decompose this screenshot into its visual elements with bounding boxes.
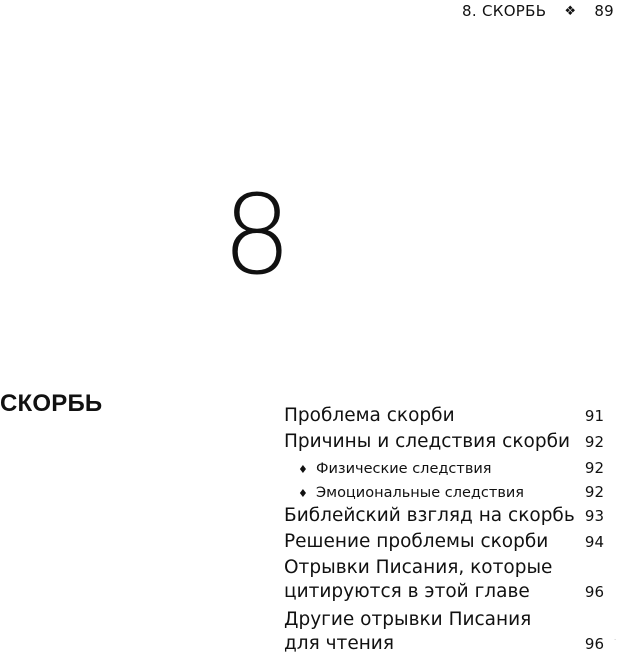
- toc-entry-title: Другие отрывки Писания для чтения: [284, 609, 532, 654]
- diamond-bullet-icon: ♦: [298, 487, 308, 500]
- toc-entry[interactable]: [284, 556, 604, 604]
- running-header-page-number: 89: [594, 2, 614, 20]
- toc-subentry-page: 92: [584, 483, 604, 501]
- toc-subentry-title: Эмоциональные следствия: [316, 485, 525, 501]
- toc-entry-page: 92: [584, 433, 604, 451]
- toc-entry-title: Библейский взгляд на скорбь: [284, 505, 575, 526]
- table-of-contents: [284, 404, 604, 660]
- running-header: [462, 2, 614, 20]
- corner-mark: .: [614, 635, 616, 642]
- toc-entry[interactable]: [284, 404, 604, 428]
- toc-entry-page: 91: [584, 407, 604, 425]
- fleuron-icon: ❖: [564, 3, 577, 19]
- toc-subentry[interactable]: [284, 480, 604, 504]
- toc-entry[interactable]: [284, 504, 604, 528]
- toc-entry-title: Причины и следствия скорби: [284, 431, 571, 452]
- chapter-number: 8: [222, 171, 292, 299]
- toc-entry-title: Решение проблемы скорби: [284, 531, 549, 552]
- running-header-chapter: 8. СКОРБЬ: [462, 2, 547, 20]
- chapter-title: СКОРБЬ: [0, 390, 103, 417]
- toc-entry-title: Проблема скорби: [284, 405, 455, 426]
- toc-entry[interactable]: [284, 530, 604, 554]
- toc-subentry-title: Физические следствия: [316, 461, 492, 477]
- toc-entry-page: 96: [584, 635, 604, 653]
- toc-entry[interactable]: [284, 430, 604, 454]
- toc-entry-page: 93: [584, 507, 604, 525]
- toc-entry-page: 96: [584, 583, 604, 601]
- toc-entry[interactable]: [284, 608, 604, 656]
- toc-subentry[interactable]: [284, 456, 604, 480]
- toc-entry-page: 94: [584, 533, 604, 551]
- toc-subentry-page: 92: [584, 459, 604, 477]
- toc-entry-title: Отрывки Писания, которые цитируются в этой главе: [284, 557, 553, 602]
- diamond-bullet-icon: ♦: [298, 463, 308, 476]
